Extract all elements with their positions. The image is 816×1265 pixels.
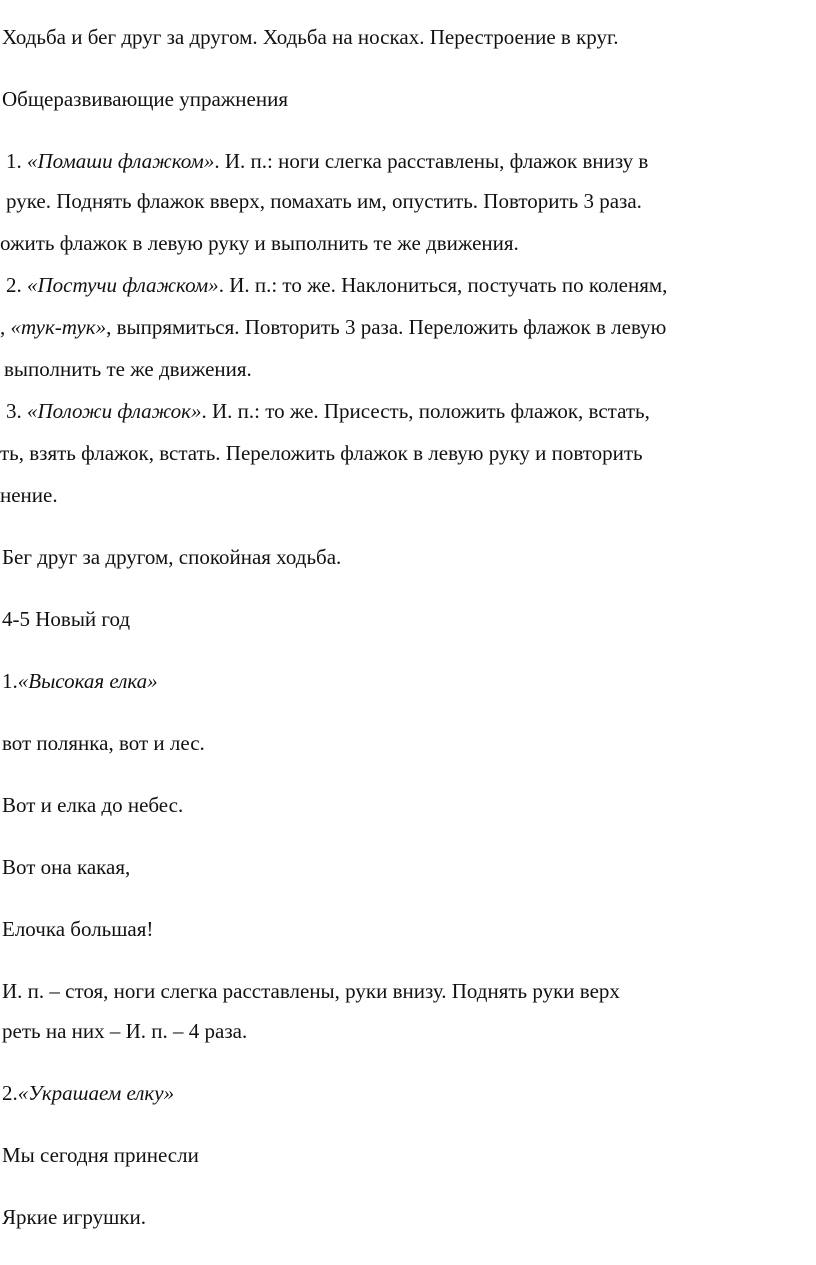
text-line (0, 314, 666, 340)
text-line: И. п. – стоя, ноги слегка расставлены, руки внизу. Поднять руки верх (2, 979, 620, 1003)
line-prefix: , (0, 315, 11, 339)
poem-line: Елочка большая! (2, 917, 154, 941)
text-line: реть на них – И. п. – 4 раза. (2, 1019, 248, 1043)
exercise-number: 2. (6, 273, 27, 297)
exercise-number: 1. (6, 149, 27, 173)
poem-line: Вот она какая, (2, 855, 131, 879)
text-line: нение. (0, 483, 58, 507)
exercise-text: . И. п.: то же. Наклониться, постучать по коленям, (218, 273, 668, 297)
section-heading: Общеразвивающие упражнения (2, 87, 289, 111)
text-line: Бег друг за другом, спокойная ходьба. (2, 545, 342, 569)
exercise-line (2, 668, 158, 694)
exercise-line (6, 272, 667, 298)
poem-line: Вот и елка до небес. (2, 793, 184, 817)
exercise-title: «Высокая елка» (17, 669, 158, 693)
text-line: Ходьба и бег друг за другом. Ходьба на носках. Перестроение в круг. (2, 25, 619, 49)
exercise-title: «Украшаем елку» (17, 1081, 175, 1105)
line-text: , выпрямиться. Повторить 3 раза. Переложить флажок в левую (106, 315, 667, 339)
exercise-title: «Постучи флажком» (27, 273, 219, 297)
exercise-text: . И. п.: ноги слегка расставлены, флажок внизу в (214, 149, 649, 173)
exercise-title: «Помаши флажком» (27, 149, 215, 173)
section-heading: 4-5 Новый год (2, 607, 131, 631)
poem-line: Яркие игрушки. (2, 1205, 146, 1229)
exercise-number: 3. (6, 399, 27, 423)
exercise-line (6, 398, 650, 424)
exercise-number: 1. (2, 669, 18, 693)
text-line: ть, взять флажок, встать. Переложить флажок в левую руку и повторить (0, 441, 643, 465)
text-line: ожить флажок в левую руку и выполнить те же движения. (0, 231, 519, 255)
quoted-phrase: «тук-тук» (10, 315, 107, 339)
text-line: руке. Поднять флажок вверх, помахать им, опустить. Повторить 3 раза. (6, 189, 642, 213)
exercise-line (6, 148, 648, 174)
exercise-text: . И. п.: то же. Присесть, положить флажок, встать, (201, 399, 650, 423)
exercise-title: «Положи флажок» (27, 399, 202, 423)
poem-line: вот полянка, вот и лес. (2, 731, 205, 755)
exercise-line (2, 1080, 174, 1106)
text-line: выполнить те же движения. (4, 357, 252, 381)
exercise-number: 2. (2, 1081, 18, 1105)
poem-line: Мы сегодня принесли (2, 1143, 199, 1167)
